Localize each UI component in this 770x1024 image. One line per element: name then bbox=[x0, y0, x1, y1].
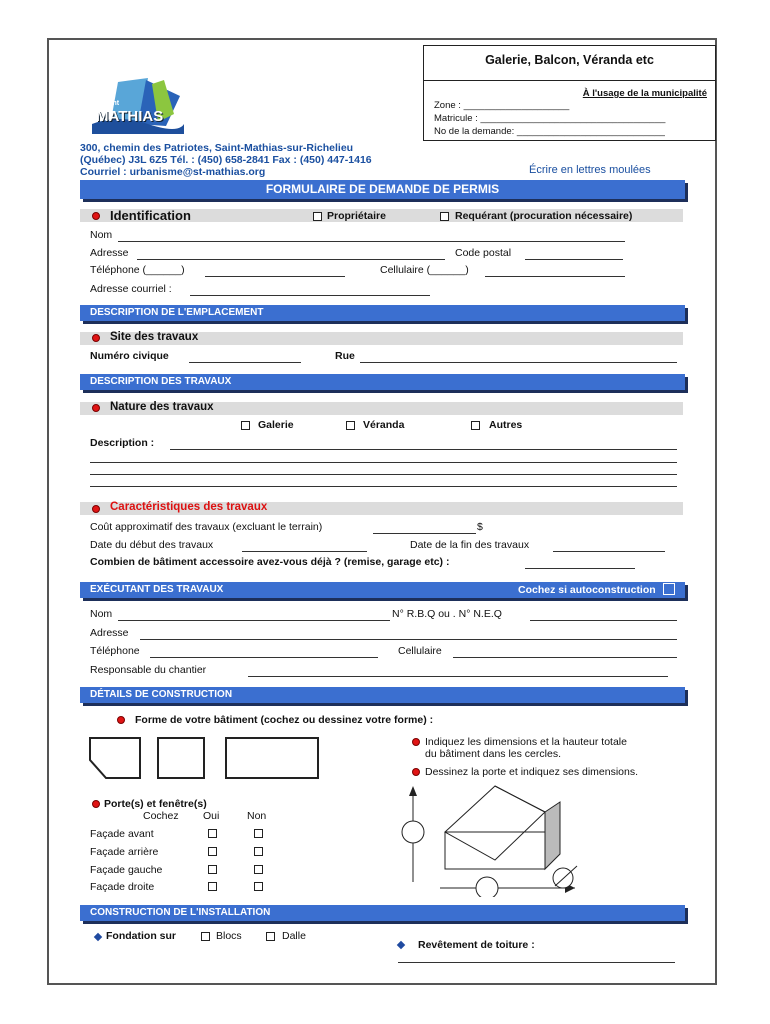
rue-input[interactable] bbox=[360, 362, 677, 363]
galerie-label: Galerie bbox=[258, 419, 294, 431]
logo-text: MATHIAS bbox=[96, 108, 164, 125]
bullet-icon bbox=[92, 505, 100, 513]
exec-telephone-input[interactable] bbox=[150, 657, 378, 658]
exec-nom-input[interactable] bbox=[118, 620, 390, 621]
description-line[interactable] bbox=[90, 474, 677, 475]
facade-arriere: Façade arrière bbox=[90, 846, 159, 858]
bullet-icon bbox=[92, 212, 100, 220]
exec-adresse-label: Adresse bbox=[90, 627, 129, 639]
nom-label: Nom bbox=[90, 229, 113, 241]
description-input[interactable] bbox=[170, 449, 677, 450]
caracteristiques-heading: Caractéristiques des travaux bbox=[110, 501, 268, 513]
revetement-input[interactable] bbox=[398, 962, 675, 963]
droite-oui-checkbox[interactable] bbox=[208, 882, 217, 891]
cochez-label: Cochez bbox=[143, 810, 179, 822]
form-title: FORMULAIRE DE DEMANDE DE PERMIS bbox=[80, 180, 685, 199]
dalle-checkbox[interactable] bbox=[266, 932, 275, 941]
facade-gauche: Façade gauche bbox=[90, 864, 163, 876]
arriere-oui-checkbox[interactable] bbox=[208, 847, 217, 856]
rbq-label: N° R.B.Q ou . N° N.E.Q bbox=[392, 608, 502, 620]
write-note: Écrire en lettres moulées bbox=[529, 164, 651, 176]
description-line[interactable] bbox=[90, 486, 677, 487]
code-postal-label: Code postal bbox=[455, 247, 512, 259]
nature-heading: Nature des travaux bbox=[110, 401, 214, 413]
bullet-icon bbox=[92, 800, 100, 808]
rbq-input[interactable] bbox=[530, 620, 677, 621]
instr2: Dessinez la porte et indiquez ses dimensions. bbox=[425, 766, 639, 778]
nom-input[interactable] bbox=[118, 241, 625, 242]
description-label: Description : bbox=[90, 437, 155, 449]
revetement-label: Revêtement de toiture : bbox=[418, 939, 535, 951]
accessoire-input[interactable] bbox=[525, 568, 635, 569]
blocs-checkbox[interactable] bbox=[201, 932, 210, 941]
cout-input[interactable] bbox=[373, 533, 476, 534]
accessoire-label: Combien de bâtiment accessoire avez-vous déjà ? (remise, garage etc) : bbox=[90, 556, 450, 568]
executant-bar: EXÉCUTANT DES TRAVAUX bbox=[80, 582, 685, 598]
responsable-input[interactable] bbox=[248, 676, 668, 677]
zone-field[interactable]: Zone : ____________________ bbox=[434, 100, 570, 111]
shape-options[interactable] bbox=[88, 736, 320, 782]
autres-label: Autres bbox=[489, 419, 523, 431]
portes-label: Porte(s) et fenêtre(s) bbox=[104, 798, 207, 810]
exec-cellulaire-input[interactable] bbox=[453, 657, 677, 658]
bullet-icon bbox=[117, 716, 125, 724]
oui-label: Oui bbox=[203, 810, 220, 822]
rue-label: Rue bbox=[335, 350, 355, 362]
fondation-label: Fondation sur bbox=[106, 930, 176, 942]
forme-label: Forme de votre bâtiment (cochez ou dessinez votre forme) : bbox=[135, 714, 434, 726]
courriel-input[interactable] bbox=[190, 295, 430, 296]
autres-checkbox[interactable] bbox=[471, 421, 480, 430]
responsable-label: Responsable du chantier bbox=[90, 664, 207, 676]
matricule-field[interactable]: Matricule : ___________________________________ bbox=[434, 113, 666, 124]
veranda-checkbox[interactable] bbox=[346, 421, 355, 430]
address-line2: (Québec) J3L 6Z5 Tél. : (450) 658-2841 Fax : (450) 447-1416 bbox=[80, 154, 372, 166]
bullet-icon bbox=[412, 738, 420, 746]
site-heading: Site des travaux bbox=[110, 331, 199, 343]
exec-adresse-input[interactable] bbox=[140, 639, 677, 640]
code-postal-input[interactable] bbox=[525, 259, 623, 260]
debut-label: Date du début des travaux bbox=[90, 539, 214, 551]
adresse-label: Adresse bbox=[90, 247, 129, 259]
logo-text-top: Saint bbox=[102, 100, 120, 107]
identification-heading: Identification bbox=[110, 208, 191, 223]
proprietaire-checkbox[interactable] bbox=[313, 212, 322, 221]
cellulaire-input[interactable] bbox=[485, 276, 625, 277]
logo bbox=[88, 74, 188, 138]
municipal-box bbox=[423, 45, 716, 141]
address-line1: 300, chemin des Patriotes, Saint-Mathias-sur-Richelieu bbox=[80, 142, 354, 154]
non-label: Non bbox=[247, 810, 267, 822]
facade-droite: Façade droite bbox=[90, 881, 155, 893]
installation-bar: CONSTRUCTION DE L'INSTALLATION bbox=[80, 905, 685, 921]
proprietaire-label: Propriétaire bbox=[327, 210, 386, 222]
exec-cellulaire-label: Cellulaire bbox=[398, 645, 442, 657]
facade-avant: Façade avant bbox=[90, 828, 154, 840]
building-sketch[interactable] bbox=[395, 782, 585, 897]
veranda-label: Véranda bbox=[363, 419, 405, 431]
exec-telephone-label: Téléphone bbox=[90, 645, 140, 657]
fin-input[interactable] bbox=[553, 551, 665, 552]
gauche-non-checkbox[interactable] bbox=[254, 865, 263, 874]
auto-label: Cochez si autoconstruction bbox=[518, 584, 656, 596]
requerant-label: Requérant (procuration nécessaire) bbox=[455, 210, 633, 222]
galerie-checkbox[interactable] bbox=[241, 421, 250, 430]
exec-nom-label: Nom bbox=[90, 608, 113, 620]
numero-input[interactable] bbox=[189, 362, 301, 363]
telephone-label: Téléphone (______) bbox=[90, 264, 185, 276]
courriel-label: Adresse courriel : bbox=[90, 283, 172, 295]
auto-checkbox[interactable] bbox=[663, 583, 675, 595]
requerant-checkbox[interactable] bbox=[440, 212, 449, 221]
usage-label: À l'usage de la municipalité bbox=[582, 88, 707, 99]
instr1a: Indiquez les dimensions et la hauteur totale bbox=[425, 736, 627, 748]
demande-field[interactable]: No de la demande: ____________________________ bbox=[434, 126, 665, 137]
gauche-oui-checkbox[interactable] bbox=[208, 865, 217, 874]
dollar-sign: $ bbox=[477, 521, 483, 533]
dalle-label: Dalle bbox=[282, 930, 306, 942]
details-bar: DÉTAILS DE CONSTRUCTION bbox=[80, 687, 685, 703]
form-type-title: Galerie, Balcon, Véranda etc bbox=[424, 46, 715, 81]
bullet-icon bbox=[92, 334, 100, 342]
arriere-non-checkbox[interactable] bbox=[254, 847, 263, 856]
telephone-input[interactable] bbox=[205, 276, 345, 277]
cout-label: Coût approximatif des travaux (excluant le terrain) bbox=[90, 521, 323, 533]
numero-label: Numéro civique bbox=[90, 350, 169, 362]
travaux-bar: DESCRIPTION DES TRAVAUX bbox=[80, 374, 685, 390]
avant-oui-checkbox[interactable] bbox=[208, 829, 217, 838]
debut-input[interactable] bbox=[242, 551, 367, 552]
droite-non-checkbox[interactable] bbox=[254, 882, 263, 891]
emplacement-bar: DESCRIPTION DE L'EMPLACEMENT bbox=[80, 305, 685, 321]
fin-label: Date de la fin des travaux bbox=[410, 539, 530, 551]
description-line[interactable] bbox=[90, 462, 677, 463]
cellulaire-label: Cellulaire (______) bbox=[380, 264, 469, 276]
blocs-label: Blocs bbox=[216, 930, 242, 942]
adresse-input[interactable] bbox=[137, 259, 445, 260]
avant-non-checkbox[interactable] bbox=[254, 829, 263, 838]
instr1b: du bâtiment dans les cercles. bbox=[425, 748, 561, 760]
address-line3: Courriel : urbanisme@st-mathias.org bbox=[80, 166, 266, 178]
bullet-icon bbox=[412, 768, 420, 776]
bullet-icon bbox=[92, 404, 100, 412]
